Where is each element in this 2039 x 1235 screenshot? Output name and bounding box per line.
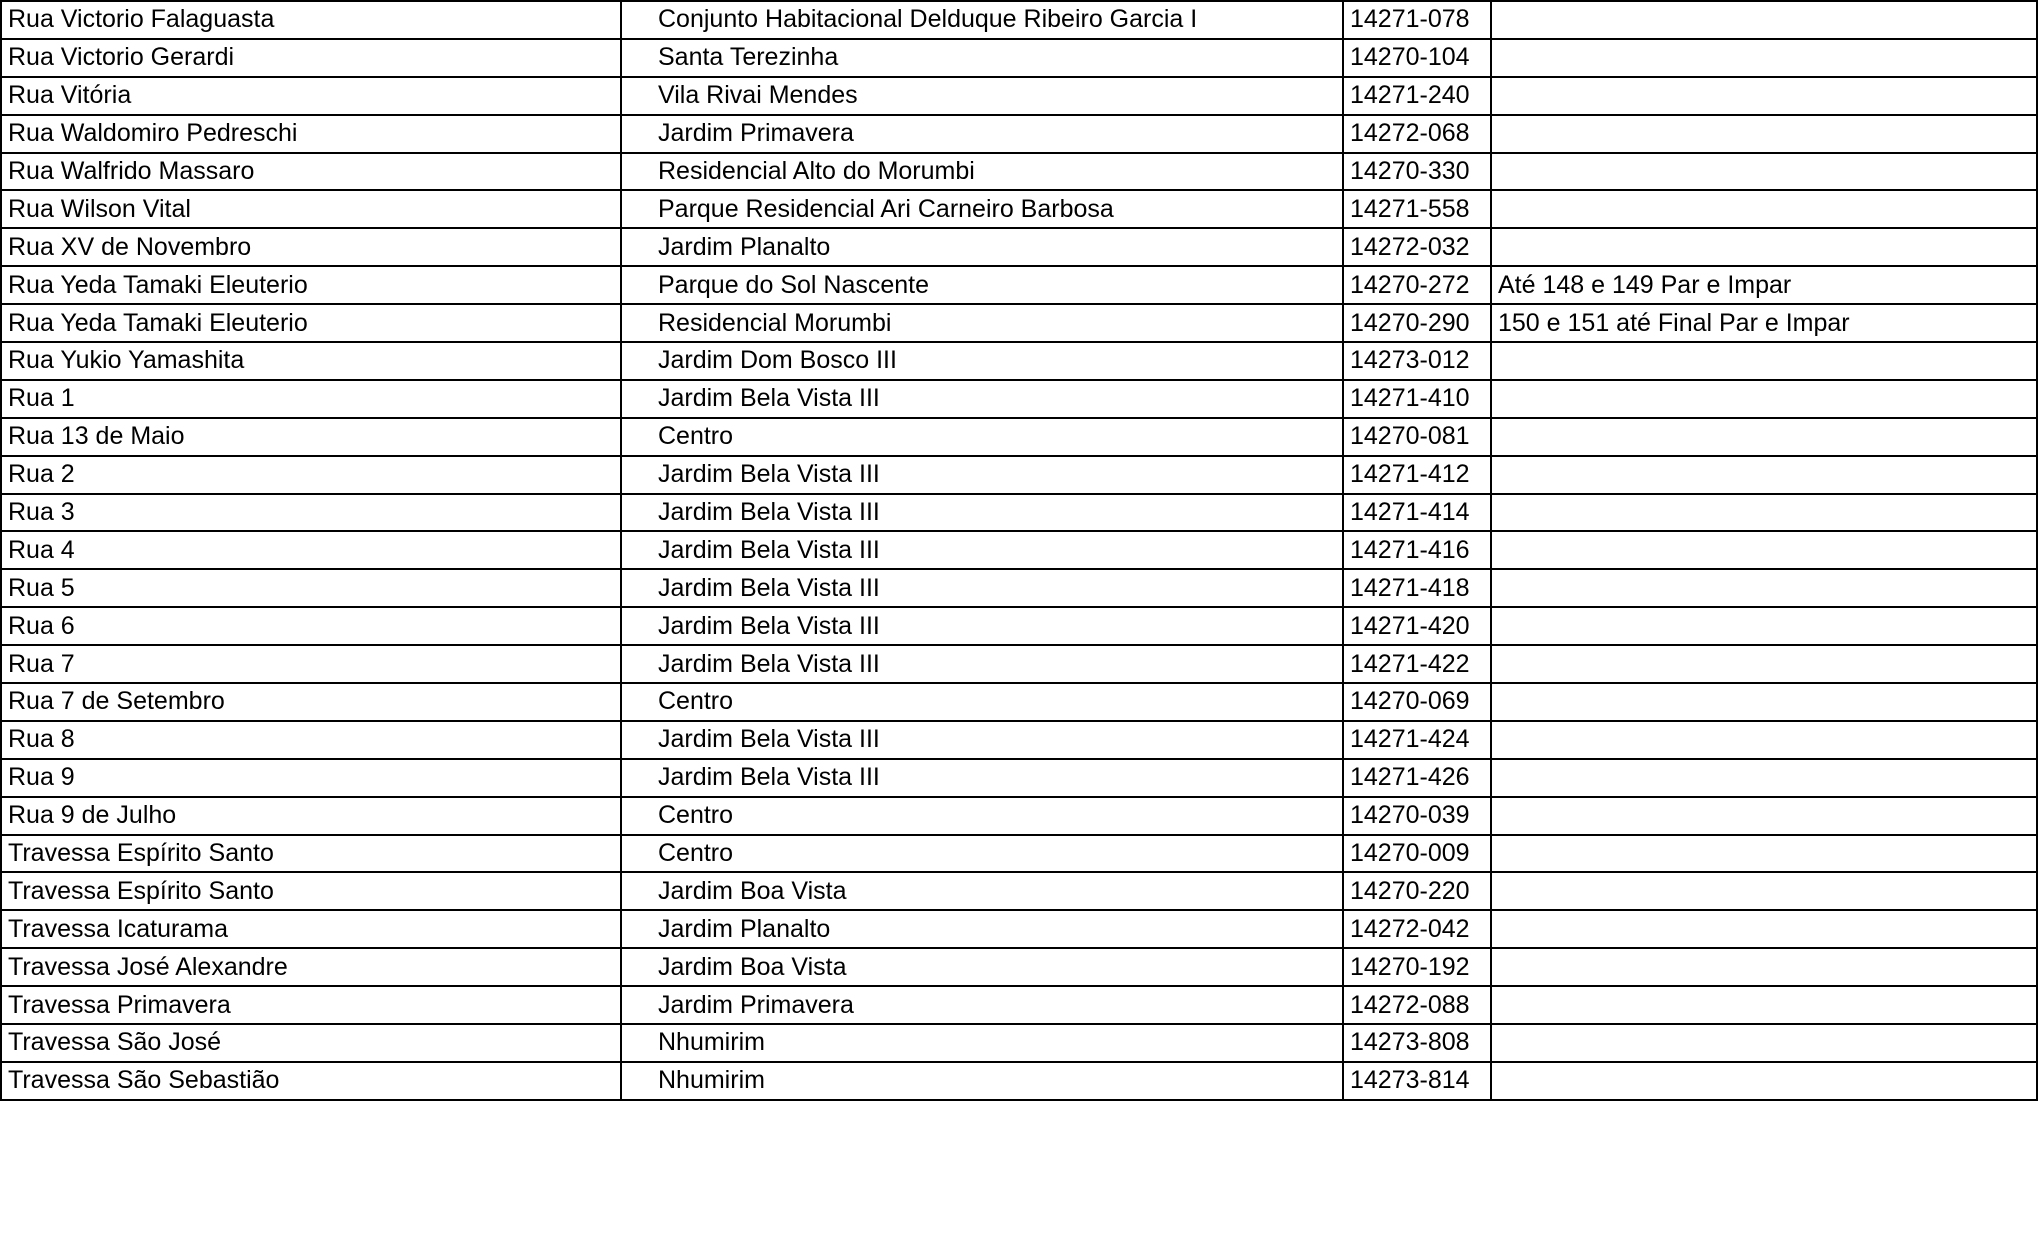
postal-code-cell: 14271-418 <box>1343 569 1491 607</box>
table-row <box>1 797 2037 835</box>
neighborhood-cell: Jardim Bela Vista III <box>621 645 1343 683</box>
neighborhood-cell: Conjunto Habitacional Delduque Ribeiro Garcia I <box>621 1 1343 39</box>
notes-cell <box>1491 1024 2037 1062</box>
table-row <box>1 872 2037 910</box>
postal-code-cell: 14271-426 <box>1343 759 1491 797</box>
street-name-cell: Travessa São Sebastião <box>1 1062 621 1100</box>
street-name-cell: Rua 7 <box>1 645 621 683</box>
street-name-cell: Rua 5 <box>1 569 621 607</box>
neighborhood-cell: Jardim Bela Vista III <box>621 607 1343 645</box>
postal-code-cell: 14272-042 <box>1343 910 1491 948</box>
postal-code-cell: 14270-069 <box>1343 683 1491 721</box>
street-name-cell: Rua 6 <box>1 607 621 645</box>
table-row <box>1 77 2037 115</box>
notes-cell <box>1491 1 2037 39</box>
postal-code-cell: 14270-290 <box>1343 304 1491 342</box>
table-row <box>1 607 2037 645</box>
street-name-cell: Rua 7 de Setembro <box>1 683 621 721</box>
street-name-cell: Rua 1 <box>1 380 621 418</box>
street-name-cell: Rua 3 <box>1 494 621 532</box>
notes-cell <box>1491 531 2037 569</box>
notes-cell <box>1491 797 2037 835</box>
postal-code-cell: 14270-039 <box>1343 797 1491 835</box>
postal-code-cell: 14273-814 <box>1343 1062 1491 1100</box>
street-name-cell: Rua 9 de Julho <box>1 797 621 835</box>
table-row <box>1 683 2037 721</box>
postal-code-cell: 14270-272 <box>1343 266 1491 304</box>
neighborhood-cell: Vila Rivai Mendes <box>621 77 1343 115</box>
neighborhood-cell: Nhumirim <box>621 1024 1343 1062</box>
neighborhood-cell: Santa Terezinha <box>621 39 1343 77</box>
postal-code-cell: 14271-240 <box>1343 77 1491 115</box>
street-name-cell: Rua Yukio Yamashita <box>1 342 621 380</box>
table-row <box>1 531 2037 569</box>
notes-cell <box>1491 456 2037 494</box>
table-row <box>1 1062 2037 1100</box>
street-name-cell: Rua 13 de Maio <box>1 418 621 456</box>
table-row <box>1 380 2037 418</box>
address-table-body <box>1 1 2037 1100</box>
table-row <box>1 153 2037 191</box>
table-row <box>1 759 2037 797</box>
postal-code-cell: 14270-104 <box>1343 39 1491 77</box>
notes-cell <box>1491 683 2037 721</box>
table-row <box>1 721 2037 759</box>
street-name-cell: Rua 2 <box>1 456 621 494</box>
neighborhood-cell: Centro <box>621 835 1343 873</box>
neighborhood-cell: Nhumirim <box>621 1062 1343 1100</box>
neighborhood-cell: Jardim Bela Vista III <box>621 759 1343 797</box>
street-name-cell: Rua Victorio Falaguasta <box>1 1 621 39</box>
neighborhood-cell: Parque do Sol Nascente <box>621 266 1343 304</box>
postal-code-cell: 14272-032 <box>1343 228 1491 266</box>
neighborhood-cell: Jardim Planalto <box>621 228 1343 266</box>
table-row <box>1 342 2037 380</box>
notes-cell <box>1491 77 2037 115</box>
neighborhood-cell: Jardim Planalto <box>621 910 1343 948</box>
notes-cell <box>1491 986 2037 1024</box>
table-row <box>1 456 2037 494</box>
neighborhood-cell: Centro <box>621 683 1343 721</box>
postal-code-cell: 14270-192 <box>1343 948 1491 986</box>
street-name-cell: Travessa Icaturama <box>1 910 621 948</box>
notes-cell <box>1491 948 2037 986</box>
notes-cell <box>1491 190 2037 228</box>
postal-code-cell: 14272-068 <box>1343 115 1491 153</box>
neighborhood-cell: Jardim Bela Vista III <box>621 456 1343 494</box>
notes-cell <box>1491 835 2037 873</box>
table-row <box>1 1024 2037 1062</box>
postal-code-cell: 14271-424 <box>1343 721 1491 759</box>
notes-cell <box>1491 494 2037 532</box>
table-row <box>1 39 2037 77</box>
street-name-cell: Rua Yeda Tamaki Eleuterio <box>1 304 621 342</box>
table-row <box>1 1 2037 39</box>
notes-cell <box>1491 153 2037 191</box>
table-row <box>1 190 2037 228</box>
notes-cell <box>1491 418 2037 456</box>
street-name-cell: Rua Walfrido Massaro <box>1 153 621 191</box>
notes-cell <box>1491 39 2037 77</box>
street-name-cell: Travessa Primavera <box>1 986 621 1024</box>
notes-cell <box>1491 380 2037 418</box>
neighborhood-cell: Residencial Alto do Morumbi <box>621 153 1343 191</box>
postal-code-cell: 14271-414 <box>1343 494 1491 532</box>
postal-code-cell: 14271-420 <box>1343 607 1491 645</box>
postal-code-cell: 14272-088 <box>1343 986 1491 1024</box>
street-name-cell: Rua Wilson Vital <box>1 190 621 228</box>
postal-code-cell: 14273-012 <box>1343 342 1491 380</box>
postal-code-cell: 14271-078 <box>1343 1 1491 39</box>
postal-code-cell: 14271-558 <box>1343 190 1491 228</box>
neighborhood-cell: Jardim Boa Vista <box>621 948 1343 986</box>
neighborhood-cell: Jardim Bela Vista III <box>621 494 1343 532</box>
table-row <box>1 418 2037 456</box>
notes-cell <box>1491 228 2037 266</box>
neighborhood-cell: Parque Residencial Ari Carneiro Barbosa <box>621 190 1343 228</box>
notes-cell <box>1491 872 2037 910</box>
postal-code-cell: 14271-422 <box>1343 645 1491 683</box>
table-row <box>1 115 2037 153</box>
notes-cell <box>1491 645 2037 683</box>
neighborhood-cell: Jardim Primavera <box>621 115 1343 153</box>
notes-cell <box>1491 759 2037 797</box>
table-row <box>1 910 2037 948</box>
street-name-cell: Rua XV de Novembro <box>1 228 621 266</box>
postal-code-cell: 14271-412 <box>1343 456 1491 494</box>
neighborhood-cell: Jardim Bela Vista III <box>621 531 1343 569</box>
neighborhood-cell: Jardim Bela Vista III <box>621 721 1343 759</box>
table-row <box>1 569 2037 607</box>
neighborhood-cell: Jardim Boa Vista <box>621 872 1343 910</box>
postal-code-cell: 14270-009 <box>1343 835 1491 873</box>
table-row <box>1 835 2037 873</box>
table-row <box>1 645 2037 683</box>
postal-code-cell: 14271-416 <box>1343 531 1491 569</box>
postal-code-cell: 14270-081 <box>1343 418 1491 456</box>
table-row <box>1 228 2037 266</box>
street-name-cell: Rua Yeda Tamaki Eleuterio <box>1 266 621 304</box>
postal-code-cell: 14270-330 <box>1343 153 1491 191</box>
street-name-cell: Travessa Espírito Santo <box>1 872 621 910</box>
notes-cell <box>1491 910 2037 948</box>
table-row <box>1 266 2037 304</box>
street-name-cell: Travessa José Alexandre <box>1 948 621 986</box>
street-name-cell: Rua Vitória <box>1 77 621 115</box>
notes-cell <box>1491 569 2037 607</box>
notes-cell <box>1491 1062 2037 1100</box>
table-row <box>1 494 2037 532</box>
postal-code-cell: 14271-410 <box>1343 380 1491 418</box>
neighborhood-cell: Centro <box>621 797 1343 835</box>
notes-cell <box>1491 607 2037 645</box>
notes-cell: 150 e 151 até Final Par e Impar <box>1491 304 2037 342</box>
street-name-cell: Rua Waldomiro Pedreschi <box>1 115 621 153</box>
street-name-cell: Rua 9 <box>1 759 621 797</box>
table-row <box>1 986 2037 1024</box>
neighborhood-cell: Jardim Dom Bosco III <box>621 342 1343 380</box>
street-name-cell: Rua 8 <box>1 721 621 759</box>
neighborhood-cell: Jardim Primavera <box>621 986 1343 1024</box>
notes-cell <box>1491 721 2037 759</box>
street-name-cell: Travessa São José <box>1 1024 621 1062</box>
street-name-cell: Rua 4 <box>1 531 621 569</box>
street-name-cell: Travessa Espírito Santo <box>1 835 621 873</box>
notes-cell <box>1491 115 2037 153</box>
notes-cell: Até 148 e 149 Par e Impar <box>1491 266 2037 304</box>
table-row <box>1 304 2037 342</box>
neighborhood-cell: Jardim Bela Vista III <box>621 380 1343 418</box>
postal-code-cell: 14273-808 <box>1343 1024 1491 1062</box>
neighborhood-cell: Jardim Bela Vista III <box>621 569 1343 607</box>
notes-cell <box>1491 342 2037 380</box>
street-name-cell: Rua Victorio Gerardi <box>1 39 621 77</box>
table-row <box>1 948 2037 986</box>
postal-code-cell: 14270-220 <box>1343 872 1491 910</box>
neighborhood-cell: Residencial Morumbi <box>621 304 1343 342</box>
neighborhood-cell: Centro <box>621 418 1343 456</box>
